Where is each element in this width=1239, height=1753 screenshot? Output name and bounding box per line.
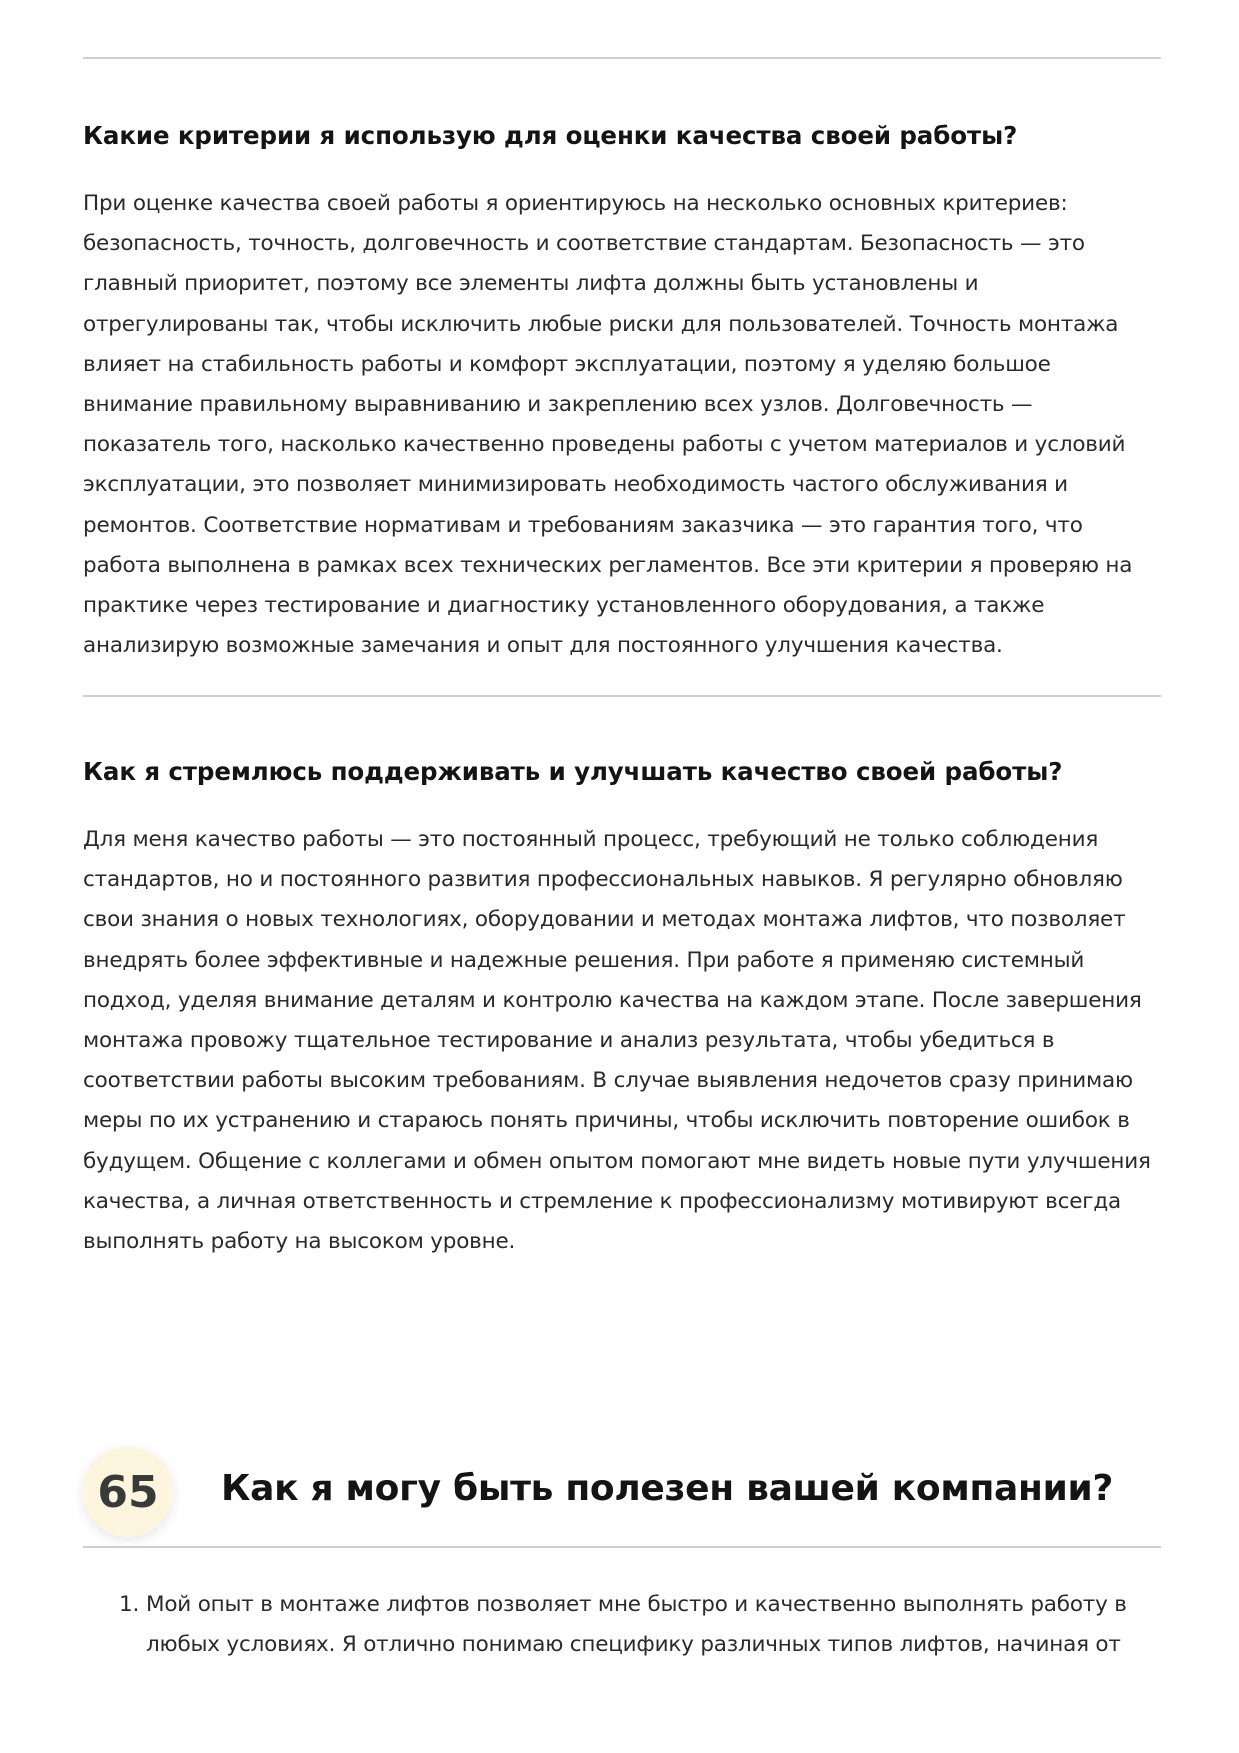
answer-paragraph: Для меня качество работы — это постоянный процесс, требующий не только соблюдения стандартов, но и постоянного развития профессиональных навыков. Я регулярно обновляю свои знания о новых технологиях, оборудовании и методах монтажа лифтов, что позволяет внедрять более эффективные и надежные решения. При работе я применяю системный подход, уделяя внимание деталям и контролю качества на каждом этапе. После завершения монтажа провожу тщательное тестирование и анализ результата, чтобы убедиться в соответствии работы высоким требованиям. В случае выявления недочетов сразу принимаю меры по их устранению и стараюсь понять причины, чтобы исключить повторение ошибок в будущем. Общение с коллегами и обмен опытом помогают мне видеть новые пути улучшения качества, а личная ответственность и стремление к профессионализму мотивируют всегда выполнять работу на высоком уровне. (83, 827, 1151, 1255)
list-item (83, 1585, 1161, 1665)
chapter-header (83, 1447, 1161, 1537)
section-divider (83, 57, 1161, 59)
section-divider (83, 695, 1161, 697)
numbered-list (83, 1585, 1161, 1665)
list-item-number: 1. (119, 1592, 140, 1617)
chapter-title: Как я могу быть полезен вашей компании? (221, 1468, 1114, 1509)
list-item-text: Мой опыт в монтаже лифтов позволяет мне быстро и качественно выполнять работу в любых условиях. Я отлично понимаю специфику различных типов лифтов, начиная от (146, 1592, 1127, 1658)
chapter-divider (83, 1546, 1161, 1548)
question-heading: Как я стремлюсь поддерживать и улучшать качество своей работы? (83, 757, 1063, 786)
chapter-number-badge: 65 (83, 1447, 173, 1537)
qa-section (83, 120, 1161, 666)
question-heading: Какие критерии я использую для оценки качества своей работы? (83, 121, 1018, 150)
qa-section (83, 756, 1161, 1262)
answer-paragraph: При оценке качества своей работы я ориентируюсь на несколько основных критериев: безопасность, точность, долговечность и соответствие стандартам. Безопасность — это главный приоритет, поэтому все элементы лифта должны быть установлены и отрегулированы так, чтобы исключить любые риски для пользователей. Точность монтажа влияет на стабильность работы и комфорт эксплуатации, поэтому я уделяю большое внимание правильному выравниванию и закреплению всех узлов. Долговечность — показатель того, насколько качественно проведены работы с учетом материалов и условий эксплуатации, это позволяет минимизировать необходимость частого обслуживания и ремонтов. Соответствие нормативам и требованиям заказчика — это гарантия того, что работа выполнена в рамках всех технических регламентов. Все эти критерии я проверяю на практике через тестирование и диагностику установленного оборудования, а также анализирую возможные замечания и опыт для постоянного улучшения качества. (83, 191, 1133, 659)
